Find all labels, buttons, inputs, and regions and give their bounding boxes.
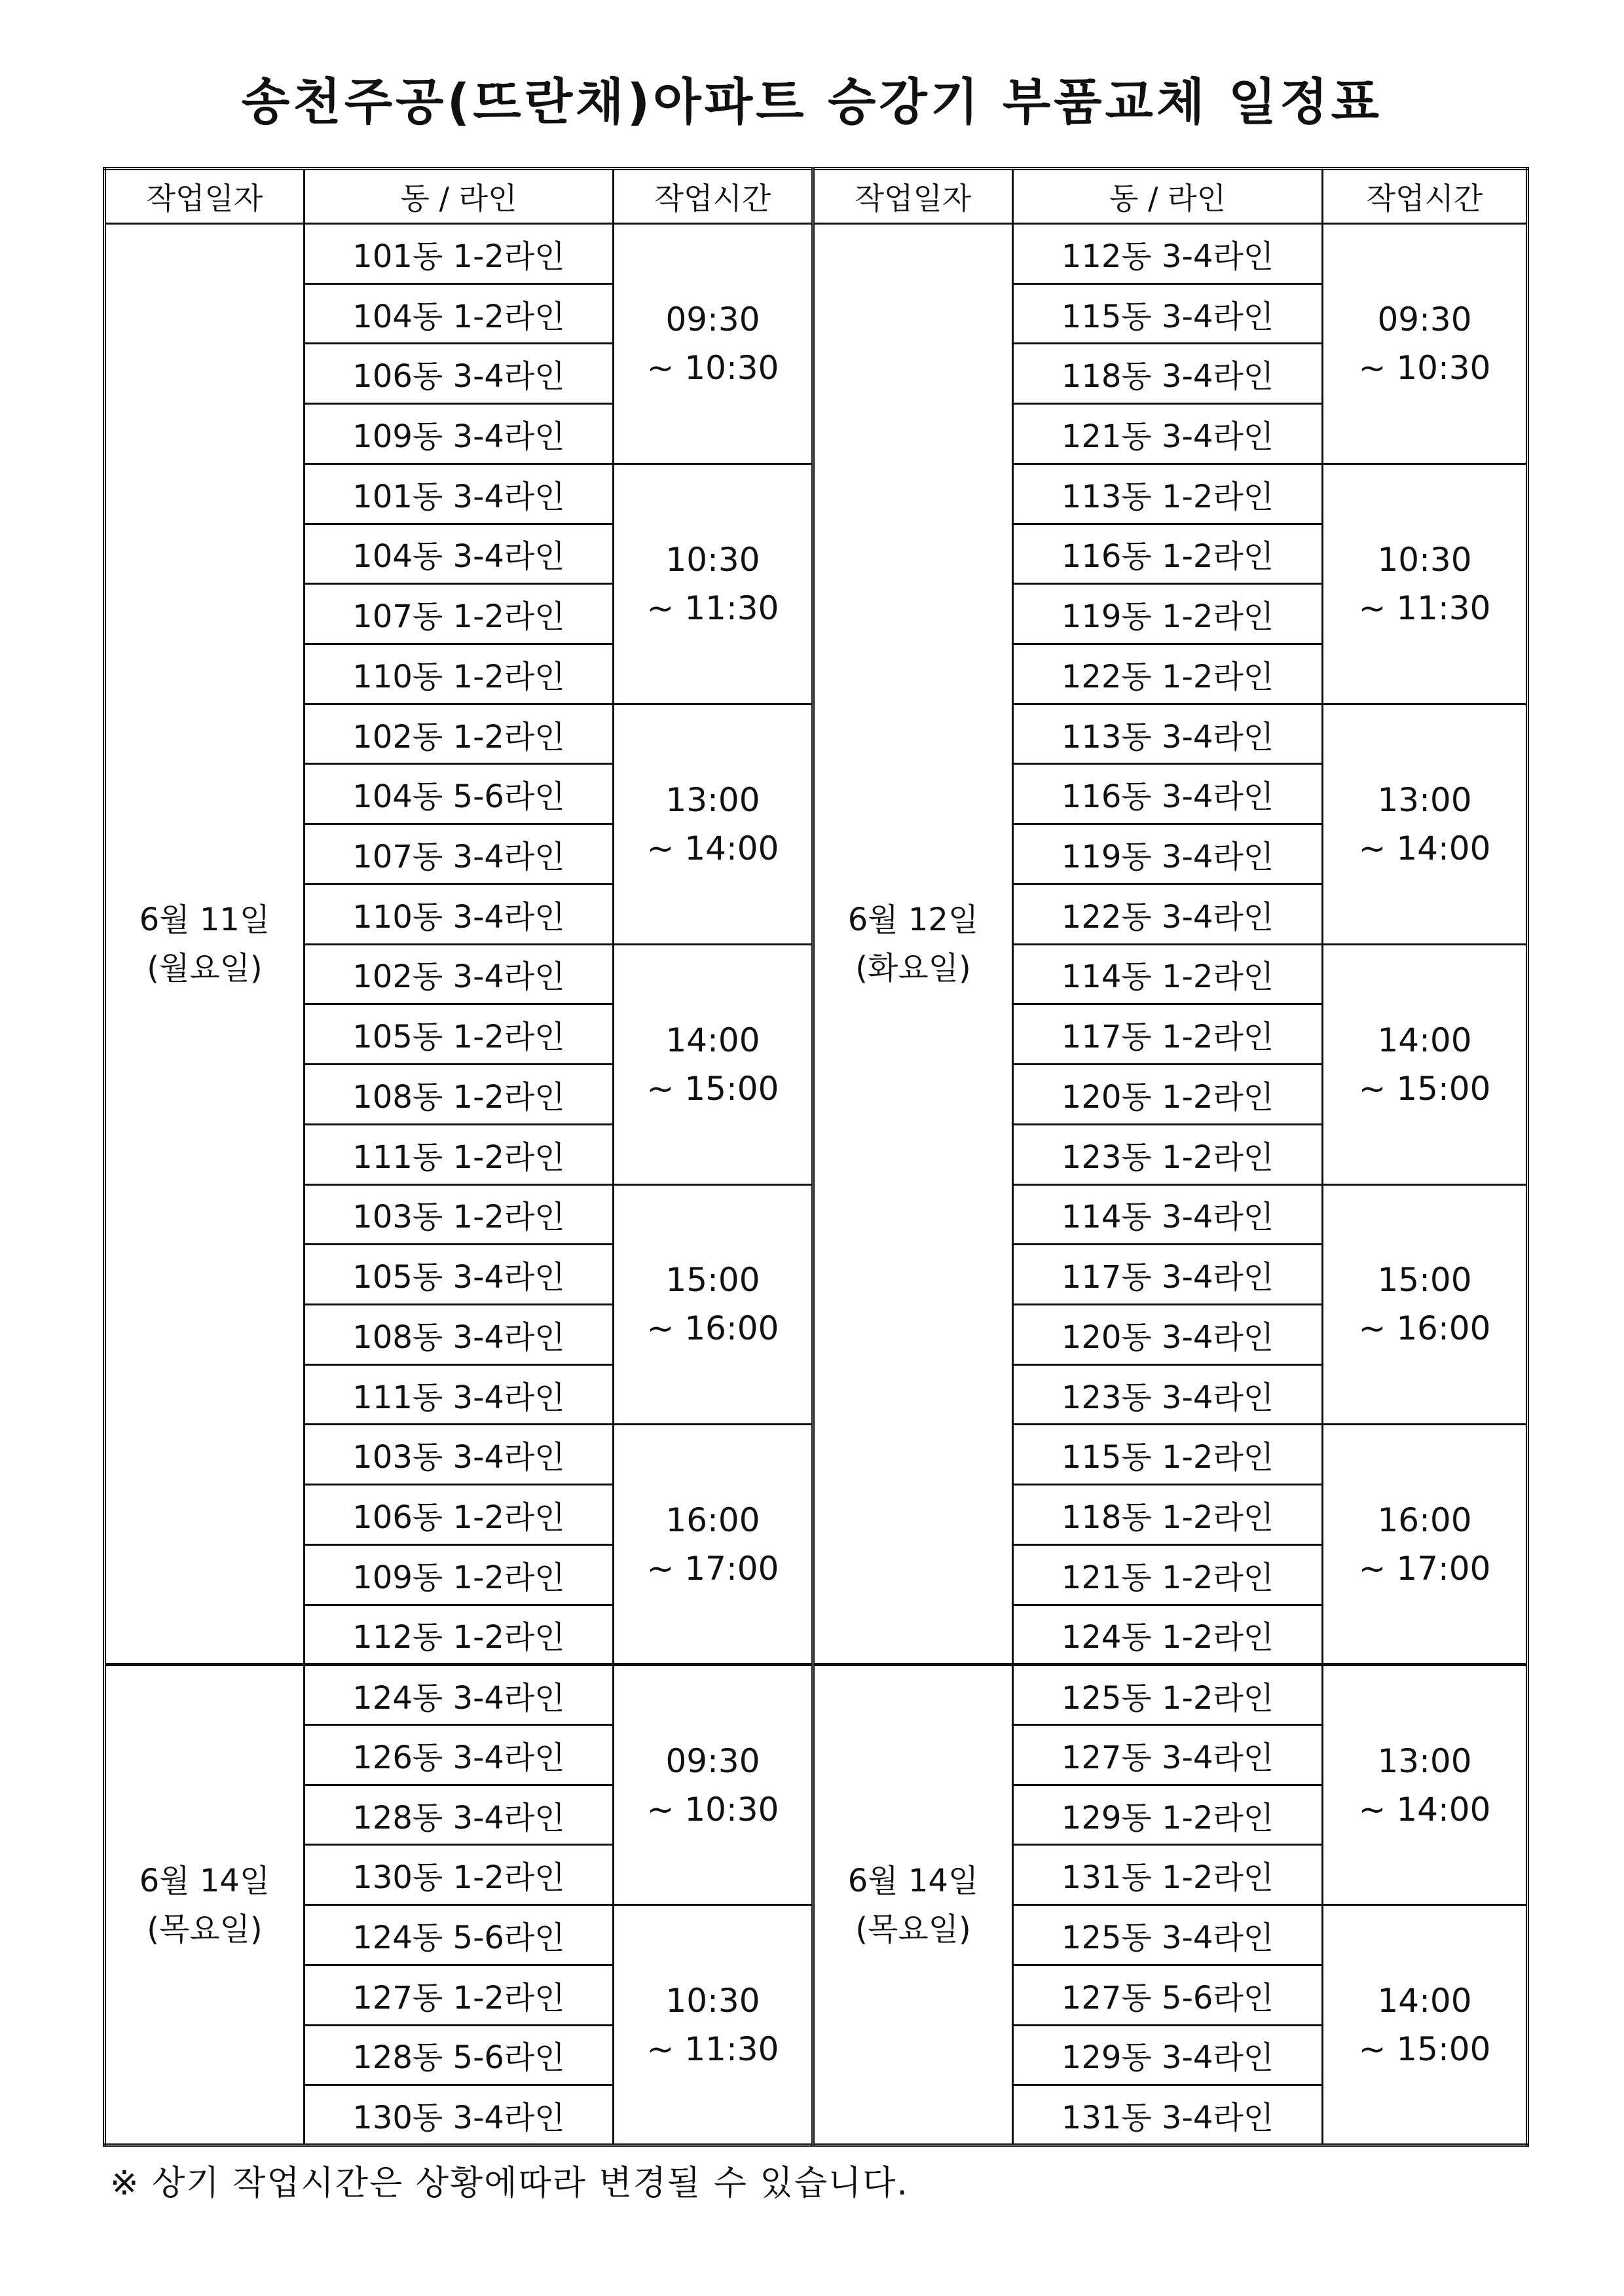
unit-line-cell: 109동 3-4라인 [304,404,614,464]
unit-line-cell: 101동 1-2라인 [304,224,614,284]
unit-line-cell: 124동 1-2라인 [1013,1605,1323,1665]
footnote: ※ 상기 작업시간은 상황에따라 변경될 수 있습니다. [110,2164,909,2203]
unit-line-cell: 131동 1-2라인 [1013,1845,1323,1905]
time-start: 10:30 [665,1981,760,2020]
time-start: 09:30 [665,300,760,338]
header-time-right: 작업시간 [1323,169,1528,224]
unit-line-cell: 111동 1-2라인 [304,1124,614,1184]
unit-line-cell: 113동 1-2라인 [1013,464,1323,524]
work-time-cell [614,944,813,1184]
unit-line-cell: 114동 3-4라인 [1013,1184,1323,1245]
time-start: 09:30 [1377,300,1472,338]
time-start: 09:30 [665,1741,760,1780]
time-start: 15:00 [665,1261,760,1300]
unit-line-cell: 122동 3-4라인 [1013,884,1323,944]
time-start: 13:00 [1377,780,1472,819]
work-weekday: (목요일) [147,1910,263,1948]
time-end: ~ 14:00 [1358,829,1491,867]
unit-line-cell: 104동 1-2라인 [304,283,614,344]
unit-line-cell: 105동 1-2라인 [304,1004,614,1065]
header-date-left: 작업일자 [105,169,304,224]
unit-line-cell: 112동 3-4라인 [1013,224,1323,284]
work-time-cell [614,224,813,464]
time-end: ~ 11:30 [1358,589,1491,627]
unit-line-cell: 116동 3-4라인 [1013,764,1323,824]
unit-line-cell: 117동 3-4라인 [1013,1245,1323,1305]
unit-line-cell: 110동 1-2라인 [304,644,614,704]
time-end: ~ 16:00 [646,1309,779,1348]
header-date-right: 작업일자 [813,169,1013,224]
time-end: ~ 17:00 [646,1549,779,1588]
time-end: ~ 14:00 [646,829,779,867]
unit-line-cell: 108동 3-4라인 [304,1304,614,1364]
work-weekday: (월요일) [147,949,263,987]
unit-line-cell: 126동 3-4라인 [304,1724,614,1785]
unit-line-cell: 108동 1-2라인 [304,1065,614,1125]
page-title: 송천주공(뜨란채)아파트 승강기 부품교체 일정표 [241,73,1383,131]
unit-line-cell: 125동 3-4라인 [1013,1905,1323,1965]
unit-line-cell: 112동 1-2라인 [304,1605,614,1665]
unit-line-cell: 118동 1-2라인 [1013,1485,1323,1545]
unit-line-cell: 122동 1-2라인 [1013,644,1323,704]
header-time-left: 작업시간 [614,169,813,224]
time-start: 14:00 [665,1021,760,1059]
unit-line-cell: 113동 3-4라인 [1013,704,1323,764]
work-time-cell [614,1905,813,2145]
unit-line-cell: 127동 3-4라인 [1013,1724,1323,1785]
time-end: ~ 15:00 [1358,1069,1491,1108]
unit-line-cell: 115동 3-4라인 [1013,283,1323,344]
work-date: 6월 11일 [139,901,270,938]
work-weekday: (목요일) [855,1910,971,1948]
table-row [105,224,1528,284]
work-date: 6월 14일 [847,1862,979,1899]
work-time-cell [614,464,813,704]
time-start: 16:00 [665,1501,760,1539]
time-start: 13:00 [665,780,760,819]
time-end: ~ 15:00 [1358,2030,1491,2068]
unit-line-cell: 103동 1-2라인 [304,1184,614,1245]
time-end: ~ 10:30 [1358,348,1491,387]
unit-line-cell: 105동 3-4라인 [304,1245,614,1305]
unit-line-cell: 119동 3-4라인 [1013,824,1323,884]
unit-line-cell: 121동 1-2라인 [1013,1544,1323,1605]
unit-line-cell: 107동 1-2라인 [304,584,614,644]
work-time-cell [1323,704,1528,944]
work-date: 6월 12일 [847,901,979,938]
unit-line-cell: 131동 3-4라인 [1013,2085,1323,2145]
time-end: ~ 16:00 [1358,1309,1491,1348]
unit-line-cell: 130동 3-4라인 [304,2085,614,2145]
time-start: 16:00 [1377,1501,1472,1539]
schedule-body [105,224,1528,2145]
time-start: 14:00 [1377,1021,1472,1059]
time-start: 14:00 [1377,1981,1472,2020]
unit-line-cell: 128동 3-4라인 [304,1785,614,1845]
unit-line-cell: 117동 1-2라인 [1013,1004,1323,1065]
unit-line-cell: 116동 1-2라인 [1013,524,1323,584]
unit-line-cell: 125동 1-2라인 [1013,1665,1323,1725]
work-time-cell [1323,1184,1528,1425]
time-end: ~ 15:00 [646,1069,779,1108]
unit-line-cell: 110동 3-4라인 [304,884,614,944]
time-end: ~ 10:30 [646,1790,779,1829]
unit-line-cell: 106동 1-2라인 [304,1485,614,1545]
time-start: 15:00 [1377,1261,1472,1300]
header-unit-left: 동 / 라인 [304,169,614,224]
unit-line-cell: 123동 3-4라인 [1013,1364,1323,1425]
header-unit-right: 동 / 라인 [1013,169,1323,224]
work-date-cell [105,1665,304,2145]
work-date-cell [813,224,1013,1665]
schedule-table [103,167,1529,2147]
unit-line-cell: 120동 3-4라인 [1013,1304,1323,1364]
unit-line-cell: 124동 3-4라인 [304,1665,614,1725]
work-date-cell [813,1665,1013,2145]
work-time-cell [1323,944,1528,1184]
unit-line-cell: 120동 1-2라인 [1013,1065,1323,1125]
unit-line-cell: 124동 5-6라인 [304,1905,614,1965]
unit-line-cell: 101동 3-4라인 [304,464,614,524]
unit-line-cell: 106동 3-4라인 [304,344,614,404]
unit-line-cell: 114동 1-2라인 [1013,944,1323,1004]
work-time-cell [1323,464,1528,704]
work-time-cell [1323,1665,1528,1905]
unit-line-cell: 107동 3-4라인 [304,824,614,884]
header-row [105,169,1528,224]
work-time-cell [614,704,813,944]
time-start: 13:00 [1377,1741,1472,1780]
time-end: ~ 11:30 [646,589,779,627]
time-start: 10:30 [665,540,760,579]
unit-line-cell: 129동 1-2라인 [1013,1785,1323,1845]
work-time-cell [1323,1905,1528,2145]
time-end: ~ 17:00 [1358,1549,1491,1588]
work-time-cell [1323,1425,1528,1665]
unit-line-cell: 118동 3-4라인 [1013,344,1323,404]
work-weekday: (화요일) [855,949,971,987]
time-end: ~ 14:00 [1358,1790,1491,1829]
work-time-cell [1323,224,1528,464]
work-time-cell [614,1665,813,1905]
unit-line-cell: 130동 1-2라인 [304,1845,614,1905]
unit-line-cell: 104동 3-4라인 [304,524,614,584]
unit-line-cell: 102동 3-4라인 [304,944,614,1004]
unit-line-cell: 127동 1-2라인 [304,1965,614,2025]
unit-line-cell: 127동 5-6라인 [1013,1965,1323,2025]
time-start: 10:30 [1377,540,1472,579]
unit-line-cell: 121동 3-4라인 [1013,404,1323,464]
unit-line-cell: 115동 1-2라인 [1013,1425,1323,1485]
unit-line-cell: 111동 3-4라인 [304,1364,614,1425]
time-end: ~ 10:30 [646,348,779,387]
table-row [105,1665,1528,1725]
unit-line-cell: 119동 1-2라인 [1013,584,1323,644]
time-end: ~ 11:30 [646,2030,779,2068]
unit-line-cell: 129동 3-4라인 [1013,2025,1323,2085]
unit-line-cell: 102동 1-2라인 [304,704,614,764]
unit-line-cell: 104동 5-6라인 [304,764,614,824]
unit-line-cell: 103동 3-4라인 [304,1425,614,1485]
unit-line-cell: 128동 5-6라인 [304,2025,614,2085]
work-time-cell [614,1425,813,1665]
work-date: 6월 14일 [139,1862,270,1899]
unit-line-cell: 109동 1-2라인 [304,1544,614,1605]
work-time-cell [614,1184,813,1425]
unit-line-cell: 123동 1-2라인 [1013,1124,1323,1184]
work-date-cell [105,224,304,1665]
